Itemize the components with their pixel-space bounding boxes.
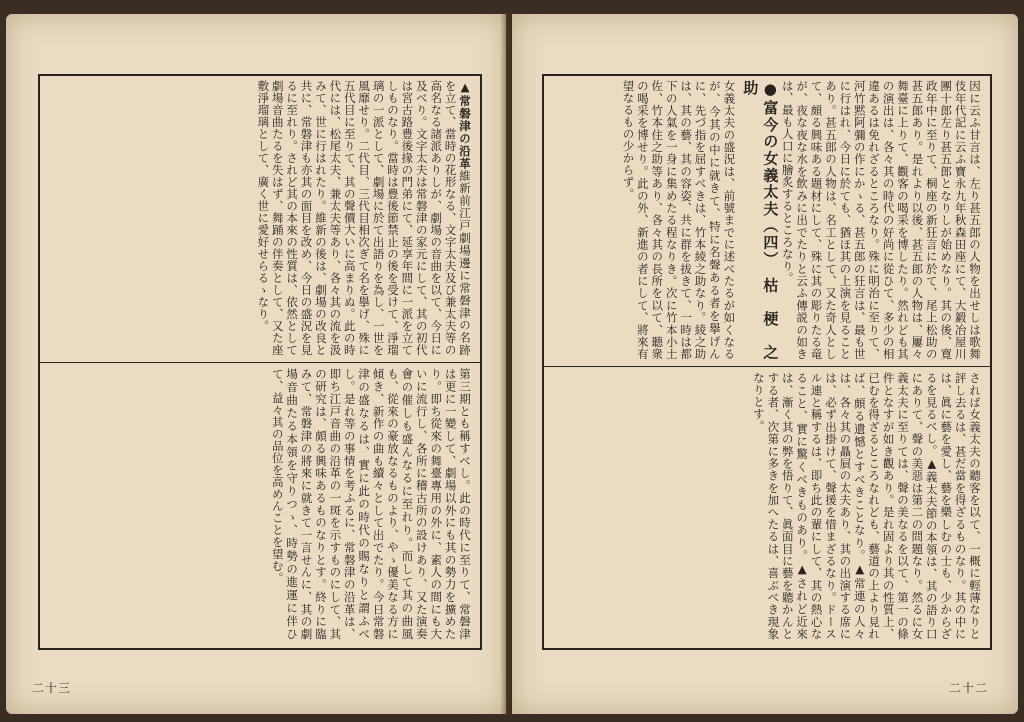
left-upper-section: [46, 80, 472, 356]
left-lower-section: [46, 368, 472, 640]
section-body: 因に云ふ甘言は、左り甚五郎の人物を出せしは歌舞伎年代記に云ふ寶永九年秋森田座にて、大鍛冶屋川團十郎左り甚五郎となりしが始めなり。其の後、寛政年中に至りて、桐座の新狂言に於て、尾上松助の甚五郎あり。是れより以後、甚五郎の人物は、屢々舞臺に上りて、觀客の喝采を博したり。然れども其の演出は、各々其の時代の好尚に從ひて、多少の相違あるは免れざるところなり。殊に明治に至りて、河竹黙阿彌の作にかゝる、甚五郎の狂言は、最も世に行はれ、今日に於ても、猶ほ其の上演を見ることあり。甚五郎の人物は、名工として、又た奇人として、頗る興味ある題材にして、殊に其の彫りたる竜が、夜な夜な水を飲みに出でたりと云ふ傳説の如きは、最も人口に膾炙するところなり。: [780, 80, 982, 360]
right-lower-section: [550, 372, 982, 640]
section-heading: ▲常磐津の沿革: [458, 80, 472, 170]
section-body: されば女義太夫の聽客を以て、一概に輕薄なりと評し去るは、甚だ當を得ざるものなり。其の中には、眞に藝を愛し、藝を樂しむの士も、少からざるを見るべし。▲義太夫節の本領は、其の語り口にありて、聲の美惡は第二の問題なり。然るに女義太夫に至りては、聲の美なるを以て、第一の條件となすが如き觀あり。是れ固より其の性質上、已むを得ざるところなれども、藝道の上より見れば、頗る遺憾とすべきことなり。▲常連の人々は、各々其の贔屓の太夫あり、其の出演する席には、必ず出掛けて、聲援を惜まざるなり。ドースル連と稱するは、即ち此の輩にして、其の熱心なること、實に驚くべきものあり。▲されど近來は、漸く其の弊を悟りて、眞面目に藝を聽かんとする者、次第に多きを加へたるは、喜ぶべき現象なりとす。: [751, 372, 982, 640]
article-title: ●富今の女義太夫（四） 枯 梗 之 助: [741, 80, 780, 376]
right-page: [512, 14, 1018, 714]
section-body: 第三期とも稱すべし。此の時代に至りて、常磐津は更に一變して、劇場以外にも其の勢力を擴めたり。即ち從來の舞臺專用の外に、素人の間にも大いに流行し、各所に稽古所の設けあり、又た演奏會の催しも盛んなるに至れり。而して其の曲風も、從來の豪放なるものより、やゝ優美なる方に傾き、新作の曲も續々として出でたり。今日常磐津の盛なるは、實に此の時代の賜なりと謂ふべし。是れ等の事情を考ふるに、常磐津の沿革は、即ち江戸音曲の沿革の一斑を示すものにして、其の研究は、頗る興味あるものなりとす。終りに臨みて、常磐津の將來に就きて一言せんに、其の劇場音曲たる本領を守りつゝ、時勢の進運に伴ひて、益々其の品位を高めんことを望む。: [270, 368, 472, 640]
section-body: 女義太夫の盛況は、前號までに述べたるが如くなるが、今其の中に就きて、特に名聲ある者を擧げんに、先づ指を屈すべきは、竹本綾之助なり。綾之助は、其の藝、其の容姿、共に群を拔きて、一時は都下の人氣を一身に集めたる程なりき。次に竹本小土佐、竹本住之助等あり、各々其の長所を以て、聽衆の喝采を博せり。此の外、新進の者にして、將來有望なるもの少からず。: [621, 80, 737, 360]
right-upper-section: [550, 80, 982, 376]
section-body: 維新前江戸劇場邊に常磐津の名跡を立て、當時の花形なる、文字太夫及び兼太夫等の高名なる諸派ありしが、劇場の音曲を以て、今日に及べり。文字太夫は常磐津の家元にして、其の初代は宮古路豊後掾の門弟にて、延享年間に一派を立てしものなり。當時は豊後節禁止の後を受けて、淨瑠璃の一派として、劇場に於て出語りを為し、一世を風靡せり。二代目、三代目相次ぎて名を擧げ、殊に五代目に至りて、其の聲價大いに高まりぬ。此の時代には、松尾太夫、兼太夫等あり、各々其の流を汲みて、世に行はれたり。維新の後は、劇場の改良と共に、常磐津も亦其の面目を改め、今日の盛況を見るに至れり。されど其の本來の性質は、依然として劇場音曲たるを失はず、舞踊の伴奏として、又た座敷淨瑠璃として、廣く世に愛好せらるゝなり。: [256, 80, 472, 357]
page-number: 二十三: [32, 681, 72, 695]
page-number: 二十二: [948, 681, 988, 695]
left-section-divider: [38, 362, 480, 363]
left-page: [6, 14, 506, 714]
